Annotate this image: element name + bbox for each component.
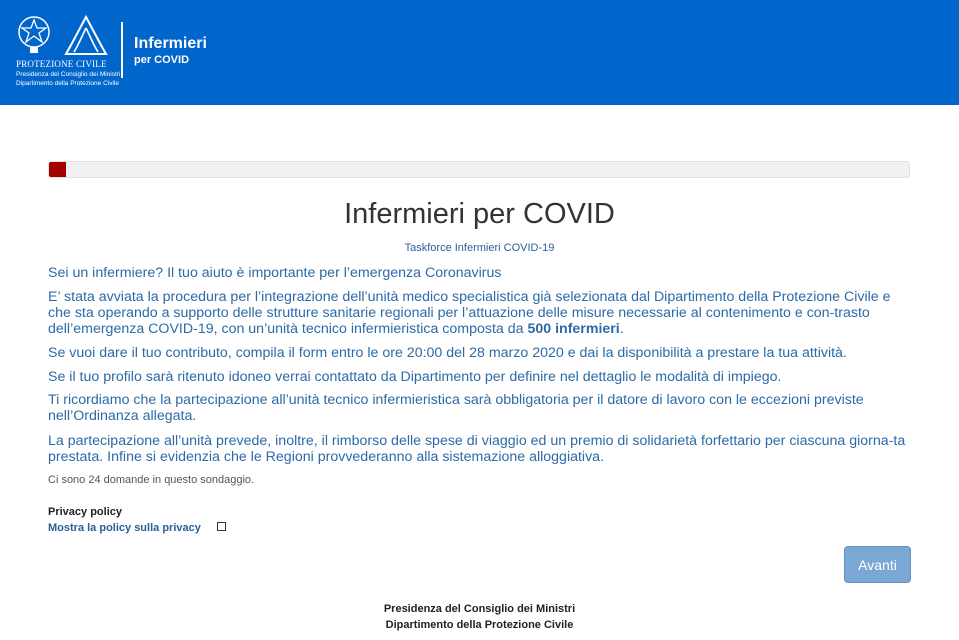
header-divider [121,22,123,78]
logo-presidenza-text: Presidenza del Consiglio dei Ministri [16,71,121,78]
survey-progress-bar [48,161,910,178]
survey-progress-fill [49,162,66,177]
logo-protezione-civile-text: PROTEZIONE CIVILE [16,59,107,69]
survey-subtitle: Taskforce Infermieri COVID-19 [404,242,555,254]
intro-paragraph: Sei un infermiere? Il tuo aiuto è importante per l’emergenza Coronavirus [48,265,502,281]
reimbursement-paragraph: La partecipazione all’unità prevede, inoltre, il rimborso delle spese di viaggio ed un premio di solidarietà forfettario per ciascuna giorna-ta prestata. Infine si evidenzia che le Regioni provvederanno alla sistemazione alloggiativa. [48,433,906,465]
protezione-civile-mark-icon [62,14,110,60]
brand-title[interactable]: Infermieri [134,35,207,52]
nurses-count-highlight: 500 infermieri [527,321,620,337]
deadline-paragraph: Se vuoi dare il tuo contributo, compila il form entro le ore 20:00 del 28 marzo 2020 e dai la disponibilità a prestare la tua attività. [48,345,847,361]
logo-dipartimento-text: Dipartimento della Protezione Civile [16,80,119,87]
procedure-text: E’ stata avviata la procedura per l’integrazione dell’unità medico specialistica già selezionata dal Dipartimento della Protezione Civile e che sta operando a supporto delle strutture sanitarie regionali per l’attuazione delle misure necessarie al contenimento e con-trasto dell’emergenza COVID-19, con un’unità tecnico infermieristica composta da [48,289,891,337]
obligation-paragraph: Ti ricordiamo che la partecipazione all’unità tecnico infermieristica sarà obbligatoria per il datore di lavoro con le eccezioni previste nell’Ordinanza allegata. [48,392,864,424]
contact-paragraph: Se il tuo profilo sarà ritenuto idoneo verrai contattato da Dipartimento per definire nel dettaglio le modalità di impiego. [48,369,782,385]
privacy-policy-checkbox[interactable] [217,522,226,531]
footer-presidenza: Presidenza del Consiglio dei Ministri [383,603,576,615]
question-count-text: Ci sono 24 domande in questo sondaggio. [48,474,255,486]
brand-subtitle[interactable]: per COVID [134,54,190,66]
republic-emblem-icon [16,14,52,56]
privacy-policy-title: Privacy policy [48,506,122,518]
next-button[interactable]: Avanti [844,546,911,583]
procedure-paragraph: E’ stata avviata la procedura per l’integrazione dell’unità medico specialistica già selezionata dal Dipartimento della Protezione Civile e che sta operando a supporto delle strutture sanitarie regionali per l’attuazione delle misure necessarie al contenimento e con-trasto dell’emergenza COVID-19, con un’unità tecnico infermieristica composta da 500 infermieri. [48,289,891,337]
site-header [0,0,959,105]
show-privacy-policy-link[interactable]: Mostra la policy sulla privacy [48,522,201,534]
footer-dipartimento: Dipartimento della Protezione Civile [385,619,574,631]
survey-title: Infermieri per COVID [344,198,615,230]
